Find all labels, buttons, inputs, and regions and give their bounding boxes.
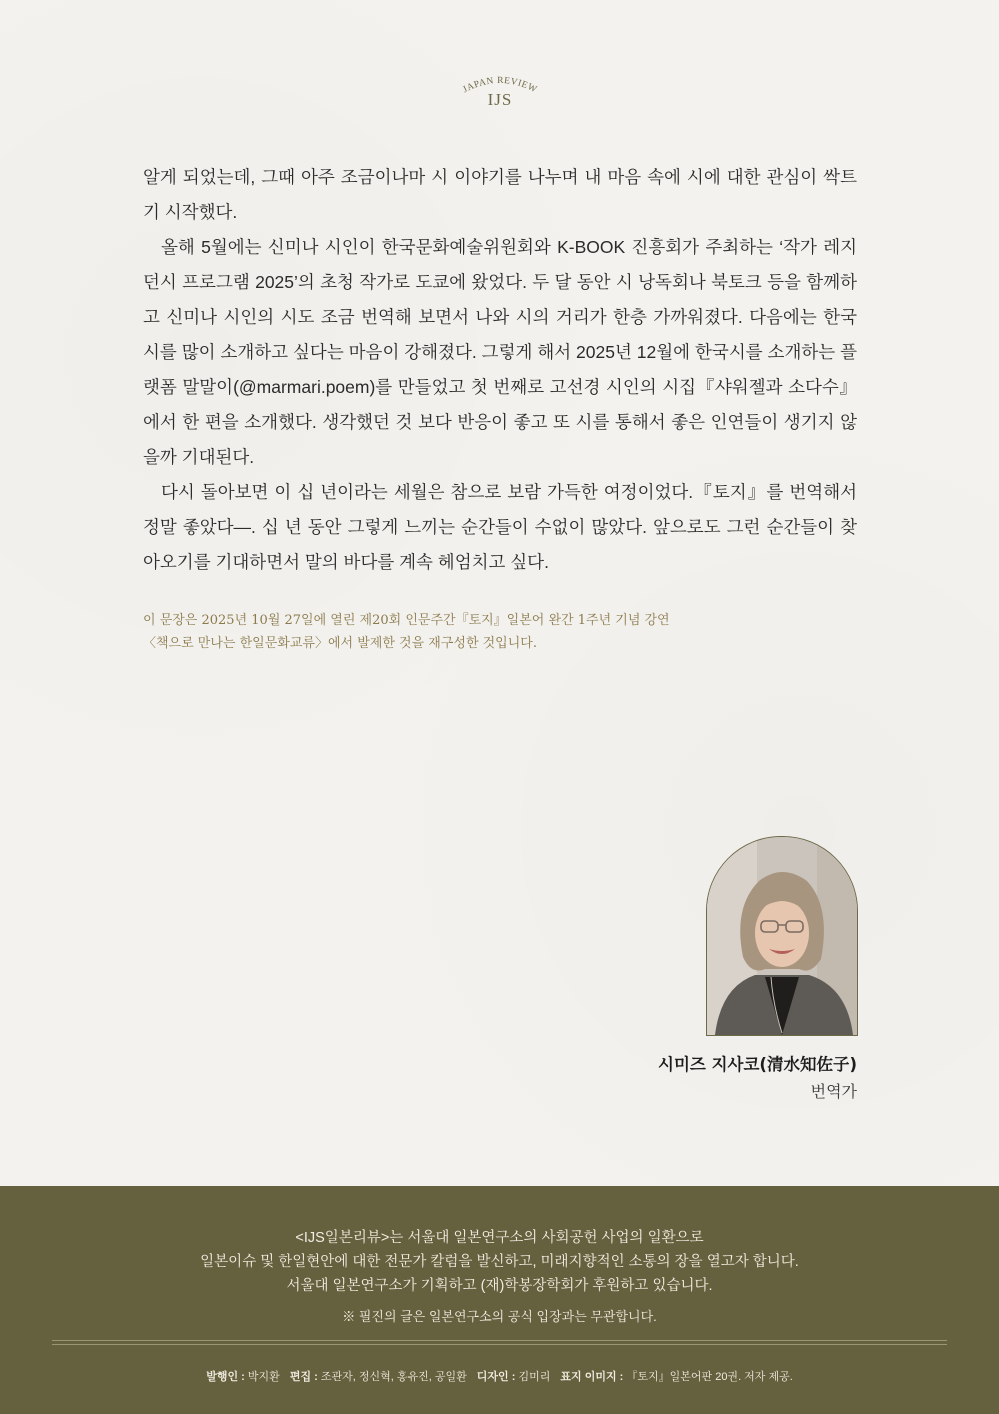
designer-value: 김미리 xyxy=(518,1371,551,1383)
footer-disclaimer: ※ 필진의 글은 일본연구소의 공식 입장과는 무관합니다. xyxy=(342,1309,657,1324)
footer-description xyxy=(0,1226,999,1298)
article-body xyxy=(143,160,857,580)
publisher-value: 박지환 xyxy=(247,1371,280,1383)
paragraph-1: 알게 되었는데, 그때 아주 조금이나마 시 이야기를 나누며 내 마음 속에 시에 대한 관심이 싹트기 시작했다. xyxy=(143,167,857,222)
source-note-line-1: 이 문장은 2025년 10월 27일에 열린 제20회 인문주간『토지』일본어 완간 1주년 기념 강연 xyxy=(143,613,670,628)
designer-label: 디자인 : xyxy=(476,1371,516,1383)
paragraph-3: 다시 돌아보면 이 십 년이라는 세월은 참으로 보람 가득한 여정이었다.『토지』를 번역해서 정말 좋았다―. 십 년 동안 그렇게 느끼는 순간들이 수없이 많았다. 앞으로도 그런 순간들이 찾아오기를 기대하면서 말의 바다를 계속 헤엄치고 싶다. xyxy=(143,482,857,572)
publisher-label: 발행인 : xyxy=(206,1371,245,1383)
paragraph-2: 올해 5월에는 신미나 시인이 한국문화예술위원회와 K-BOOK 진흥회가 주최하는 ‘작가 레지던시 프로그램 2025’의 초청 작가로 도쿄에 왔었다. 두 달 동안 시 낭독회나 북토크 등을 함께하고 신미나 시인의 시도 조금 번역해 보면서 나와 시의 거리가 한층 가까워졌다. 다음에는 한국 시를 많이 소개하고 싶다는 마음이 강해졌다. 그렇게 해서 2025년 12월에 한국시를 소개하는 플랫폼 말말이(@marmari.poem)를 만들었고 첫 번째로 고선경 시인의 시집『샤워젤과 소다수』에서 한 편을 소개했다. 생각했던 것 보다 반응이 좋고 또 시를 통해서 좋은 인연들이 생기지 않을까 기대된다. xyxy=(143,237,857,467)
editors-label: 편집 : xyxy=(289,1371,318,1383)
author-block xyxy=(658,1051,857,1102)
footer-line-2: 일본이슈 및 한일현안에 대한 전문가 칼럼을 발신하고, 미래지향적인 소통의 장을 열고자 합니다. xyxy=(200,1254,799,1270)
footer xyxy=(0,1186,999,1414)
footer-credits xyxy=(0,1368,999,1384)
author-portrait xyxy=(706,836,858,1036)
cover-image-value: 『토지』일본어판 20권. 저자 제공. xyxy=(626,1371,793,1383)
author-photo-illustration xyxy=(707,837,857,1035)
source-note xyxy=(143,609,863,655)
footer-divider xyxy=(52,1340,947,1341)
footer-line-1: <IJS일본리뷰>는 서울대 일본연구소의 사회공헌 사업의 일환으로 xyxy=(295,1230,704,1246)
author-role: 번역가 xyxy=(810,1084,857,1101)
footer-line-3: 서울대 일본연구소가 기획하고 (재)학봉장학회가 후원하고 있습니다. xyxy=(286,1278,713,1294)
logo-wordmark: IJS xyxy=(487,90,513,109)
author-name: 시미즈 지사코(清水知佐子) xyxy=(658,1055,857,1074)
editors-value: 조관자, 정신혁, 홍유진, 공일환 xyxy=(320,1371,467,1383)
footer-divider xyxy=(52,1344,947,1345)
ijs-logo xyxy=(440,72,560,116)
cover-image-label: 표지 이미지 : xyxy=(560,1371,624,1383)
source-note-line-2: 〈책으로 만나는 한일문화교류〉에서 발제한 것을 재구성한 것입니다. xyxy=(143,636,537,651)
logo-arc-label: JAPAN REVIEW xyxy=(461,75,539,96)
